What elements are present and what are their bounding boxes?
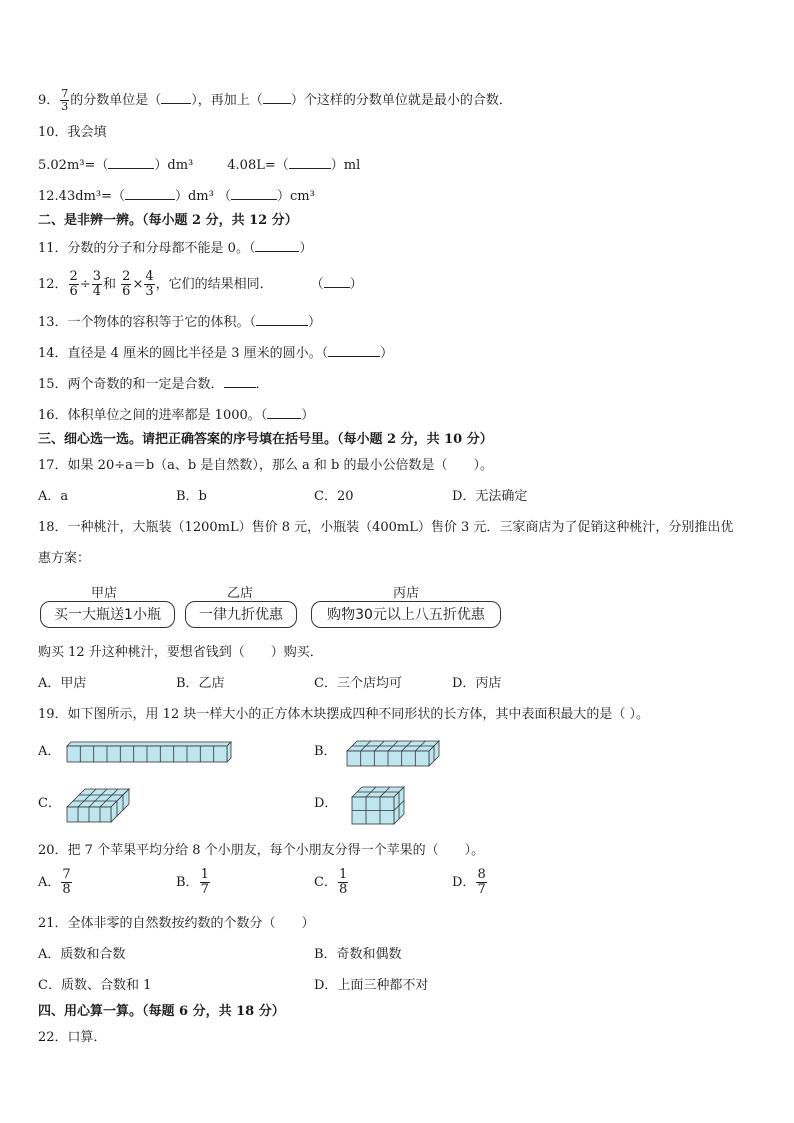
answer-blank[interactable]: [256, 313, 308, 326]
q12-line: 12． $\frac{2}{6}$ ÷ $\frac{3}{4}$ 和 $\frac{2}{6}$ × $\frac{4}{3}$ ，它们的结果相同． （ ）: [38, 269, 363, 299]
q13-line: 13．一个物体的容积等于它的体积。（ ）: [38, 315, 322, 330]
q19-option-d[interactable]: D．: [314, 796, 338, 811]
q17-option-b[interactable]: B．b: [176, 489, 207, 504]
cuboid-figure-a: [67, 741, 233, 763]
section-3-heading: 三、细心选一选。请把正确答案的序号填在括号里。（每小题 2 分，共 10 分）: [38, 432, 493, 447]
answer-blank[interactable]: [289, 156, 331, 169]
q18-stem-line2: 惠方案：: [38, 551, 91, 566]
q18-option-a[interactable]: A．甲店: [38, 676, 87, 691]
q19-option-c[interactable]: C．: [38, 796, 61, 811]
shop-offer-jia: 买一大瓶送1小瓶: [40, 601, 175, 628]
q18-stem-line1: 18．一种桃汁，大瓶装（1200mL）售价 8 元，小瓶装（400mL）售价 3 元．三家商店为了促销这种桃汁，分别推出优: [38, 520, 734, 535]
q12-fraction-2: $\frac{3}{4}$: [92, 269, 102, 299]
answer-blank[interactable]: [263, 91, 291, 104]
answer-blank[interactable]: [267, 406, 301, 419]
q21-option-c[interactable]: C．质数、合数和 1: [38, 978, 152, 993]
q18-option-b[interactable]: B．乙店: [176, 676, 225, 691]
q15-line: 15．两个奇数的和一定是合数． ．: [38, 377, 269, 392]
q12-fraction-3: $\frac{2}{6}$: [122, 269, 131, 299]
section-4-heading: 四、用心算一算。（每题 6 分，共 18 分）: [38, 1004, 285, 1019]
q20-option-b[interactable]: B． $\frac{1}{7}$: [176, 867, 209, 897]
shop-offer-bing: 购物30元以上八五折优惠: [311, 601, 501, 628]
q10-title: 10．我会填: [38, 125, 107, 140]
shop-name-bing: 丙店: [392, 586, 419, 601]
cuboid-figure-d: [352, 785, 406, 825]
q21-option-d[interactable]: D．上面三种都不对: [314, 978, 429, 993]
q16-line: 16．体积单位之间的进率都是 1000。（ ）: [38, 408, 315, 423]
q17-option-a[interactable]: A．a: [38, 489, 69, 504]
q21-option-b[interactable]: B．奇数和偶数: [314, 947, 402, 962]
q20-option-d[interactable]: D． $\frac{8}{7}$: [452, 867, 486, 897]
answer-blank[interactable]: [224, 375, 256, 388]
section-2-heading: 二、是非辨一辨。（每小题 2 分，共 12 分）: [38, 213, 298, 228]
shop-offer-yi: 一律九折优惠: [185, 601, 297, 628]
q10-row1: 5.02m³=（ ）dm³ 4.08L=（ ）ml: [38, 158, 361, 173]
q19-option-b[interactable]: B．: [314, 744, 337, 759]
q11-line: 11．分数的分子和分母都不能是 0。（ ）: [38, 241, 313, 256]
q21-option-a[interactable]: A．质数和合数: [38, 947, 126, 962]
q18-question: 购买 12 升这种桃汁，要想省钱到（ ）购买．: [38, 645, 323, 660]
q12-fraction-1: $\frac{2}{6}$: [69, 269, 78, 299]
q21-stem: 21．全体非零的自然数按约数的个数分（ ）: [38, 916, 315, 931]
q19-option-a[interactable]: A．: [38, 744, 61, 759]
answer-blank[interactable]: [324, 275, 350, 288]
cuboid-figure-c: [67, 787, 131, 823]
q9-fraction: $\frac{7}{3}$: [61, 87, 69, 113]
q20-option-c[interactable]: C． $\frac{1}{8}$: [314, 867, 348, 897]
q12-fraction-4: $\frac{4}{3}$: [145, 269, 154, 299]
q22-line: 22．口算．: [38, 1030, 107, 1045]
q17-option-c[interactable]: C．20: [314, 489, 354, 504]
q10-row2: 12.43dm³=（ ）dm³ （ ）cm³: [38, 189, 315, 204]
answer-blank[interactable]: [231, 187, 277, 200]
q17-option-d[interactable]: D．无法确定: [452, 489, 528, 504]
q14-line: 14．直径是 4 厘米的圆比半径是 3 厘米的圆小。（ ）: [38, 346, 394, 361]
q18-option-c[interactable]: C．三个店均可: [314, 676, 402, 691]
shop-name-jia: 甲店: [90, 586, 117, 601]
cuboid-figure-b: [347, 741, 441, 767]
answer-blank[interactable]: [125, 187, 175, 200]
answer-blank[interactable]: [255, 239, 299, 252]
answer-blank[interactable]: [161, 91, 191, 104]
q17-stem: 17．如果 20÷a＝b（a、b 是自然数），那么 a 和 b 的最小公倍数是（ ）。: [38, 458, 493, 473]
answer-blank[interactable]: [328, 344, 380, 357]
answer-blank[interactable]: [108, 156, 154, 169]
q20-stem: 20．把 7 个苹果平均分给 8 个小朋友，每个小朋友分得一个苹果的（ ）。: [38, 843, 485, 858]
q19-stem: 19．如下图所示，用 12 块一样大小的正方体木块摆成四种不同形状的长方体，其中表面积最大的是（ ）。: [38, 707, 649, 722]
q18-option-d[interactable]: D．丙店: [452, 676, 502, 691]
q9-line: 9． $\frac{7}{3}$ 的分数单位是（ ），再加上（ ）个这样的分数单位就是最小的合数．: [38, 87, 512, 113]
q20-option-a[interactable]: A． $\frac{7}{8}$: [38, 867, 71, 897]
shop-name-yi: 乙店: [226, 586, 253, 601]
